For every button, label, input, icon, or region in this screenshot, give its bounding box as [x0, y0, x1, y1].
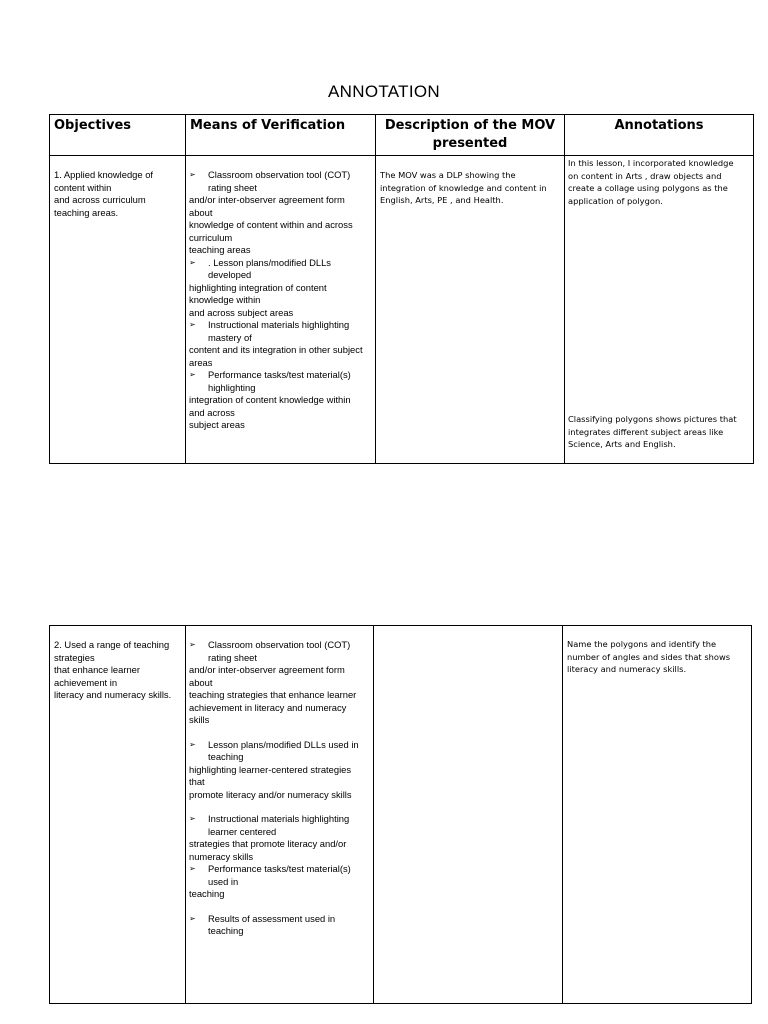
text-line: knowledge within	[189, 294, 261, 305]
text-line: and/or inter-observer agreement form	[189, 194, 345, 205]
annotation-cell	[565, 156, 754, 464]
text-line: 2. Used a range of teaching	[54, 639, 170, 650]
bullet-continuation: teaching	[208, 751, 244, 762]
annotation-cell	[563, 626, 752, 1004]
objective-text	[54, 169, 181, 219]
means-list	[189, 639, 370, 938]
text-line: highlighting integration of content	[189, 281, 327, 293]
text-line: content and its integration in other subject	[189, 344, 363, 355]
text-line: that enhance learner	[54, 664, 141, 675]
arrow-bullet-icon: ➢	[189, 913, 196, 923]
text-line: achievement in literacy and numeracy	[189, 701, 347, 713]
arrow-bullet-icon: ➢	[189, 170, 196, 179]
text-line: Science, Arts and English.	[568, 439, 676, 449]
text-line: integrates different subject areas like	[568, 426, 724, 437]
text-line: numeracy skills	[189, 850, 254, 862]
text-line: number of angles and sides that shows	[567, 651, 731, 662]
bullet-continuation: teaching	[208, 925, 244, 936]
bullet-item	[189, 369, 372, 382]
text-line: teaching areas.	[54, 206, 119, 218]
spacer	[189, 801, 370, 813]
text-line: English, Arts, PE , and Health.	[380, 195, 504, 205]
table-row	[50, 156, 754, 464]
bullet-text: Lesson plans/modified DLLs used in	[208, 738, 359, 750]
text-line: create a collage using polygons as the	[568, 183, 728, 193]
text-line: Name the polygons and identify the	[567, 639, 717, 649]
bullet-item	[189, 739, 370, 752]
arrow-bullet-icon: ➢	[189, 320, 196, 329]
text-line: teaching areas	[189, 244, 251, 255]
text-line: that	[189, 776, 205, 787]
text-line: teaching	[189, 888, 225, 899]
text-line: literacy and numeracy skills.	[54, 689, 172, 700]
bullet-continuation: mastery of	[208, 331, 252, 343]
arrow-bullet-icon: ➢	[189, 257, 196, 267]
description-cell	[374, 626, 563, 1004]
arrow-bullet-icon: ➢	[189, 864, 196, 873]
bullet-text: Instructional materials highlighting	[208, 813, 350, 824]
text-line: 1. Applied knowledge of	[54, 169, 154, 180]
text-line: and across subject areas	[189, 306, 294, 318]
bullet-text: Performance tasks/test material(s)	[208, 369, 351, 380]
text-line: integration of knowledge and content in	[380, 182, 547, 193]
bullet-continuation: rating sheet	[208, 651, 257, 663]
text-line: and/or inter-observer agreement form	[189, 664, 345, 675]
text-line: promote literacy and/or numeracy skills	[189, 788, 352, 800]
text-line: literacy and numeracy skills.	[567, 664, 687, 674]
text-line: content within	[54, 181, 112, 193]
bullet-continuation: used in	[208, 875, 239, 887]
bullet-continuation: learner centered	[208, 825, 277, 837]
annotation-text	[567, 638, 747, 676]
annotation-table-2	[49, 625, 752, 1004]
bullet-item	[189, 863, 370, 876]
spacer	[189, 727, 370, 739]
header-objectives: Objectives	[50, 115, 186, 156]
arrow-bullet-icon: ➢	[189, 814, 196, 823]
bullet-continuation: rating sheet	[208, 181, 257, 193]
bullet-text: Instructional materials highlighting	[208, 319, 350, 330]
text-line: skills	[189, 714, 210, 725]
means-cell	[186, 626, 374, 1004]
description-cell	[376, 156, 565, 464]
text-line: highlighting learner-centered strategies	[189, 763, 352, 775]
text-line: The MOV was a DLP showing the	[380, 170, 516, 180]
text-line: about	[189, 206, 213, 218]
page-title: ANNOTATION	[328, 82, 440, 101]
header-description: Description of the MOV presented	[376, 115, 565, 156]
table-row	[50, 626, 752, 1004]
arrow-bullet-icon: ➢	[189, 640, 196, 649]
text-line: achievement in	[54, 676, 118, 688]
table-header-row	[50, 115, 754, 156]
header-means-of-verification: Means of Verification	[186, 115, 376, 156]
text-line: integration of content knowledge within	[189, 394, 351, 405]
arrow-bullet-icon: ➢	[189, 370, 196, 379]
spacer	[189, 901, 370, 913]
annotation-text-2	[568, 413, 737, 451]
bullet-text: Classroom observation tool (COT)	[208, 169, 351, 180]
text-line: areas	[189, 356, 213, 368]
objective-cell	[50, 626, 186, 1004]
text-line: application of polygon.	[568, 195, 663, 206]
text-line: and across curriculum	[54, 194, 146, 205]
bullet-item	[189, 257, 372, 270]
bullet-continuation: highlighting	[208, 381, 256, 393]
means-cell	[186, 156, 376, 464]
bullet-item	[189, 813, 370, 826]
text-line: knowledge of content within and across	[189, 219, 353, 230]
text-line: about	[189, 676, 213, 688]
description-text	[380, 169, 560, 207]
text-line: and across	[189, 406, 235, 418]
text-line: Classifying polygons shows pictures that	[568, 414, 737, 424]
annotation-table-1	[49, 114, 754, 464]
text-line: teaching strategies that enhance learner	[189, 689, 357, 700]
means-list	[189, 169, 372, 432]
text-line: curriculum	[189, 231, 233, 243]
text-line: strategies	[54, 651, 95, 663]
arrow-bullet-icon: ➢	[189, 739, 196, 749]
bullet-text: Classroom observation tool (COT)	[208, 639, 351, 650]
bullet-item	[189, 319, 372, 332]
annotation-text	[568, 157, 750, 207]
bullet-item	[189, 169, 372, 182]
text-line: on content in Arts , draw objects and	[568, 170, 722, 181]
bullet-text: . Lesson plans/modified DLLs	[208, 256, 331, 268]
text-line: In this lesson, I incorporated knowledge	[568, 158, 734, 168]
objective-text	[54, 639, 181, 702]
header-annotations: Annotations	[565, 115, 754, 156]
bullet-text: Performance tasks/test material(s)	[208, 863, 351, 874]
bullet-item	[189, 913, 370, 926]
bullet-text: Results of assessment used in	[208, 912, 336, 924]
text-line: strategies that promote literacy and/or	[189, 838, 347, 849]
objective-cell	[50, 156, 186, 464]
text-line: subject areas	[189, 419, 245, 430]
bullet-item	[189, 639, 370, 652]
bullet-continuation: developed	[208, 269, 252, 280]
